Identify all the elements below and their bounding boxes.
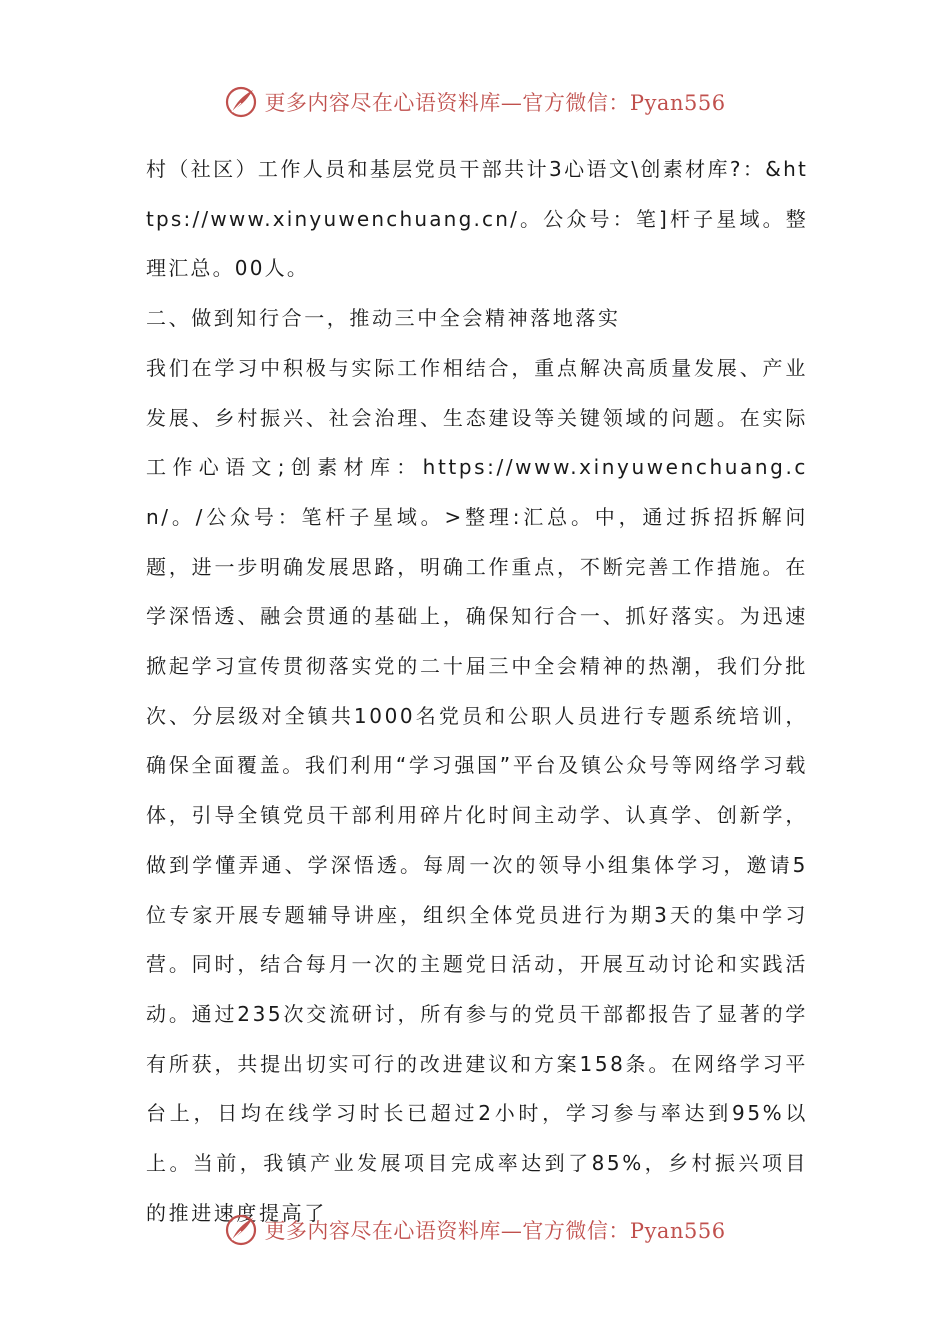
feather-pen-logo-icon xyxy=(224,85,258,119)
feather-pen-logo-icon xyxy=(224,1213,258,1247)
document-body xyxy=(146,145,808,1238)
paragraph-intro: 村（社区）工作人员和基层党员干部共计3心语文\创素材库?：&https://www.xinyuwenchuang.cn/。公众号：笔]杆子星域。整理汇总。00人。 xyxy=(146,157,808,281)
paragraph-body: 我们在学习中积极与实际工作相结合，重点解决高质量发展、产业发展、乡村振兴、社会治理、生态建设等关键领域的问题。在实际工作心语文;创素材库：https://www.xinyuwenchuang.cn/。/公众号：笔杆子星域。>整理:汇总。中，通过拆招拆解问题，进一步明确发展思路，明确工作重点，不断完善工作措施。在学深悟透、融会贯通的基础上，确保知行合一、抓好落实。为迅速掀起学习宣传贯彻落实党的二十届三中全会精神的热潮，我们分批次、分层级对全镇共1000名党员和公职人员进行专题系统培训，确保全面覆盖。我们利用“学习强国”平台及镇公众号等网络学习载体，引导全镇党员干部利用碎片化时间主动学、认真学、创新学，做到学懂弄通、学深悟透。每周一次的领导小组集体学习，邀请5位专家开展专题辅导讲座，组织全体党员进行为期3天的集中学习营。同时，结合每月一次的主题党日活动，开展互动讨论和实践活动。通过235次交流研讨，所有参与的党员干部都报告了显著的学有所获，共提出切实可行的改进建议和方案158条。在网络学习平台上，日均在线学习时长已超过2小时，学习参与率达到95%以上。当前，我镇产业发展项目完成率达到了85%，乡村振兴项目的推进速度提高了 xyxy=(146,355,808,1225)
watermark-text: 更多内容尽在心语资料库—官方微信：Pyan556 xyxy=(264,1219,726,1243)
header-watermark xyxy=(0,80,950,124)
footer-watermark xyxy=(0,1208,950,1252)
section-heading: 二、做到知行合一，推动三中全会精神落地落实 xyxy=(146,306,621,331)
watermark-text: 更多内容尽在心语资料库—官方微信：Pyan556 xyxy=(264,91,726,115)
